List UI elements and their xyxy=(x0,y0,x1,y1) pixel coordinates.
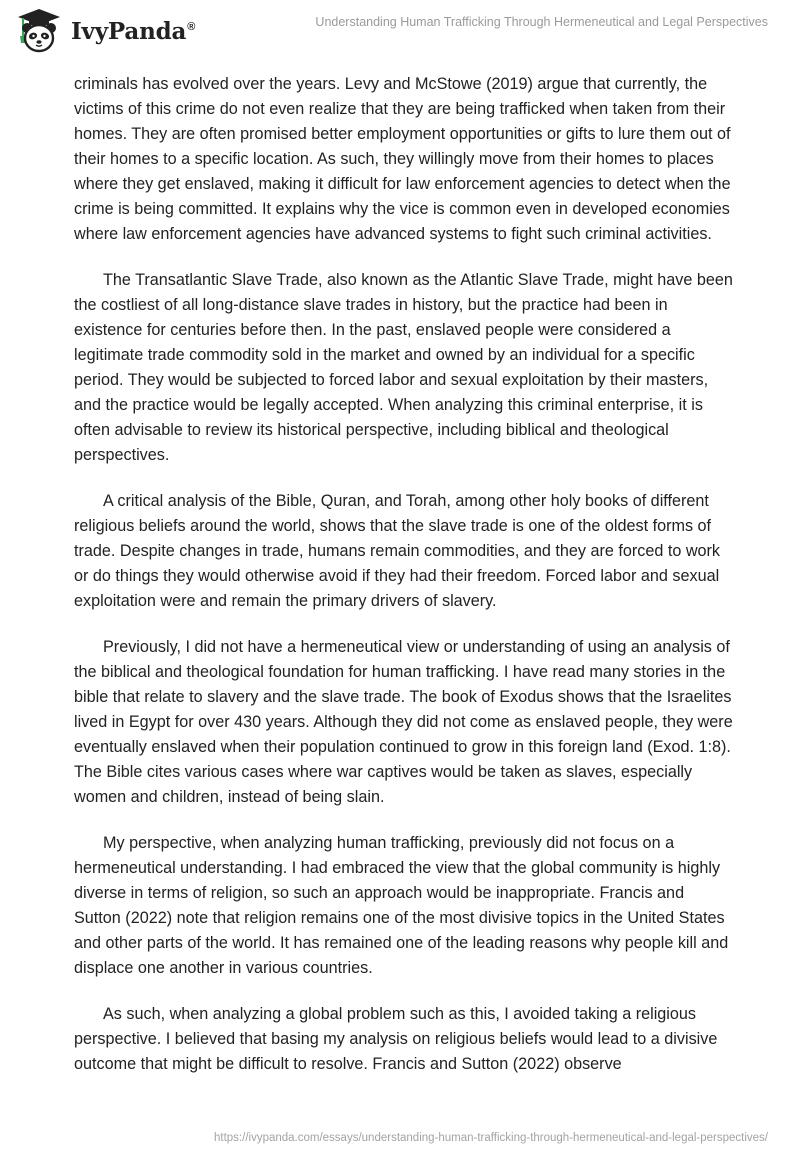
paragraph-2: The Transatlantic Slave Trade, also known as the Atlantic Slave Trade, might have been the costliest of all long-distance slave trades in history, but the practice had been in existence for centuries before then. In the past, enslaved people were considered a legitimate trade commodity sold in the market and owned by an individual for a specific period. They would be subjected to forced labor and sexual exploitation by their masters, and the practice would be legally accepted. When analyzing this criminal enterprise, it is often advisable to review its historical perspective, including biblical and theological perspectives. xyxy=(74,271,733,464)
source-url[interactable]: https://ivypanda.com/essays/understanding-human-trafficking-through-hermeneutical-and-legal-perspectives/ xyxy=(214,1132,768,1144)
paragraph-5: My perspective, when analyzing human trafficking, previously did not focus on a hermeneutical understanding. I had embraced the view that the global community is highly diverse in terms of religion, so such an approach would be inappropriate. Francis and Sutton (2022) note that religion remains one of the most divisive topics in the United States and other parts of the world. It has remained one of the leading reasons why people kill and displace one another in various countries. xyxy=(74,834,729,977)
panda-graduate-icon xyxy=(14,6,64,56)
essay-body xyxy=(74,72,734,1098)
paragraph-6: As such, when analyzing a global problem such as this, I avoided taking a religious perspective. I believed that basing my analysis on religious beliefs would lead to a divisive outcome that might be difficult to resolve. Francis and Sutton (2022) observe xyxy=(74,1005,718,1073)
paragraph-1: criminals has evolved over the years. Levy and McStowe (2019) argue that currently, the victims of this crime do not even realize that they are being trafficked when taken from their homes. They are often promised better employment opportunities or gifts to lure them out of their homes to a specific location. As such, they willingly move from their homes to places where they get enslaved, making it difficult for law enforcement agencies to detect when the crime is being committed. It explains why the vice is common even in developed economies where law enforcement agencies have advanced systems to fight such criminal activities. xyxy=(74,75,731,243)
paragraph-4: Previously, I did not have a hermeneutical view or understanding of using an analysis of the biblical and theological foundation for human trafficking. I have read many stories in the bible that relate to slavery and the slave trade. The book of Exodus shows that the Israelites lived in Egypt for over 430 years. Although they did not come as enslaved people, they were eventually enslaved when their population continued to grow in this foreign land (Exod. 1:8). The Bible cites various cases where war captives would be taken as slaves, especially women and children, instead of being slain. xyxy=(74,638,733,806)
paragraph-3: A critical analysis of the Bible, Quran, and Torah, among other holy books of different religious beliefs around the world, shows that the slave trade is one of the oldest forms of trade. Despite changes in trade, humans remain commodities, and they are forced to work or do things they would otherwise avoid if they had their freedom. Forced labor and sexual exploitation were and remain the primary drivers of slavery. xyxy=(74,492,721,610)
brand-name xyxy=(71,18,195,45)
registered-mark: ® xyxy=(187,20,196,33)
ivypanda-logo[interactable] xyxy=(14,6,195,56)
brand-name-text: IvyPanda xyxy=(71,17,187,45)
page-header xyxy=(0,0,800,60)
document-title: Understanding Human Trafficking Through Hermeneutical and Legal Perspectives xyxy=(315,15,768,29)
